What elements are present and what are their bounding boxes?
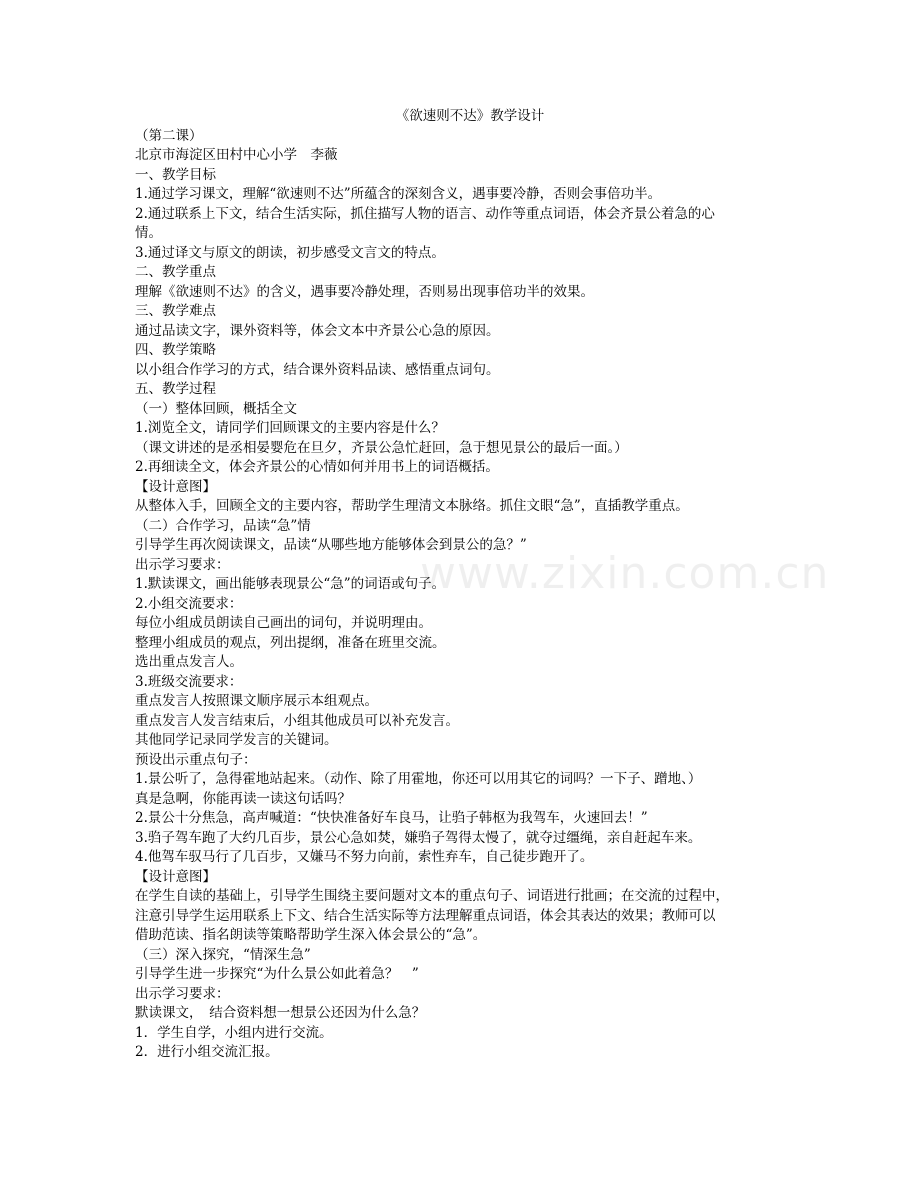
document-body: [135, 127, 785, 1063]
text-line: 出示学习要求：: [135, 985, 230, 1002]
text-line: 每位小组成员朗读自己画出的词句，并说明理由。: [135, 615, 432, 631]
text-line: 五、教学过程: [135, 381, 216, 397]
text-line: （课文讲述的是丞相晏婴危在旦夕，齐景公急忙赶回，急于想见景公的最后一面。）: [135, 439, 628, 456]
text-line: 四、教学策略: [135, 342, 216, 358]
text-line: 2．进行小组交流汇报。: [135, 1044, 279, 1060]
text-line: 4.他驾车驭马行了几百步，又嫌马不努力向前，索性弃车，自己徒步跑开了。: [135, 849, 594, 865]
text-line: 1.默读课文，画出能够表现景公“急”的词语或句子。: [135, 576, 446, 592]
text-line: （一）整体回顾，概括全文: [135, 400, 297, 417]
text-line: 2.景公十分焦急，高声喊道：“快快准备好车良马，让驺子韩枢为我驾车，火速回去！”: [135, 810, 648, 826]
text-line: 北京市海淀区田村中心小学 李薇: [135, 147, 338, 163]
text-line: 整理小组成员的观点，列出提纲，准备在班里交流。: [135, 634, 446, 651]
text-line: 出示学习要求：: [135, 556, 230, 573]
text-line: 1.景公听了，急得霍地站起来。（动作、除了用霍地，你还可以用其它的词吗？一下子、蹭地、）: [135, 771, 702, 787]
text-line: 默读课文， 结合资料想一想景公还因为什么急？: [135, 1005, 426, 1021]
text-line: 真是急啊，你能再读一读这句话吗？: [135, 790, 351, 807]
text-line: 3.通过译文与原文的朗读，初步感受文言文的特点。: [135, 244, 445, 261]
text-line: 预设出示重点句子：: [135, 751, 257, 768]
text-line: 注意引导学生运用联系上下文、结合生活实际等方法理解重点词语，体会其表达的效果；教师可以: [135, 907, 716, 924]
text-line: 通过品读文字，课外资料等，体会文本中齐景公心急的原因。: [135, 322, 500, 339]
text-line: 2.小组交流要求：: [135, 595, 243, 612]
text-line: 重点发言人按照课文顺序展示本组观点。: [135, 693, 378, 709]
text-line: 1．学生自学，小组内进行交流。: [135, 1024, 333, 1041]
text-line: 理解《欲速则不达》的含义，遇事要冷静处理，否则易出现事倍功半的效果。: [135, 283, 594, 300]
text-line: 一、教学目标: [135, 166, 216, 183]
text-line: 1.通过学习课文，理解“欲速则不达”所蕴含的深刻含义，遇事要冷静，否则会事倍功半。: [135, 186, 662, 202]
text-line: 情。: [135, 225, 162, 241]
text-line: 重点发言人发言结束后，小组其他成员可以补充发言。: [135, 712, 459, 729]
document-title: 《欲速则不达》教学设计: [395, 108, 545, 124]
text-line: 3.驺子驾车跑了大约几百步，景公心急如焚，嫌驺子驾得太慢了，就夺过缰绳，亲自赶起车来。: [135, 829, 702, 846]
document-page: [135, 107, 785, 1063]
text-line: 【设计意图】: [135, 478, 216, 495]
watermark-text: www.zixin.com.cn: [420, 548, 830, 599]
text-line: （三）深入探究，“情深生急”: [135, 946, 311, 963]
text-line: 三、教学难点: [135, 303, 216, 319]
text-line: 引导学生再次阅读课文，品读“从哪些地方能够体会到景公的急？”: [135, 537, 527, 553]
text-line: 从整体入手，回顾全文的主要内容，帮助学生理清文本脉络。抓住文眼“急”，直插教学重点。: [135, 498, 689, 514]
text-line: 2.通过联系上下文，结合生活实际，抓住描写人物的语言、动作等重点词语，体会齐景公着急的心: [135, 205, 715, 222]
text-line: （二）合作学习，品读“急”情: [135, 517, 311, 534]
text-line: 以小组合作学习的方式，结合课外资料品读、感悟重点词句。: [135, 361, 500, 378]
text-line: 2.再细读全文，体会齐景公的心情如何并用书上的词语概括。: [135, 459, 499, 475]
text-line: 1.浏览全文，请同学们回顾课文的主要内容是什么？: [135, 420, 445, 436]
text-line: 3.班级交流要求：: [135, 673, 243, 690]
text-line: 【设计意图】: [135, 868, 216, 885]
text-line: 二、教学重点: [135, 264, 216, 280]
text-line: 在学生自读的基础上，引导学生围绕主要问题对文本的重点句子、词语进行批画；在交流的过程中，: [135, 888, 729, 904]
text-line: 其他同学记录同学发言的关键词。: [135, 732, 338, 748]
text-line: 引导学生进一步探究“为什么景公如此着急？ ”: [135, 966, 419, 982]
text-line: 选出重点发言人。: [135, 654, 243, 670]
text-line: 借助范读、指名朗读等策略帮助学生深入体会景公的“急”。: [135, 927, 487, 943]
text-line: （第二课）: [135, 127, 203, 144]
